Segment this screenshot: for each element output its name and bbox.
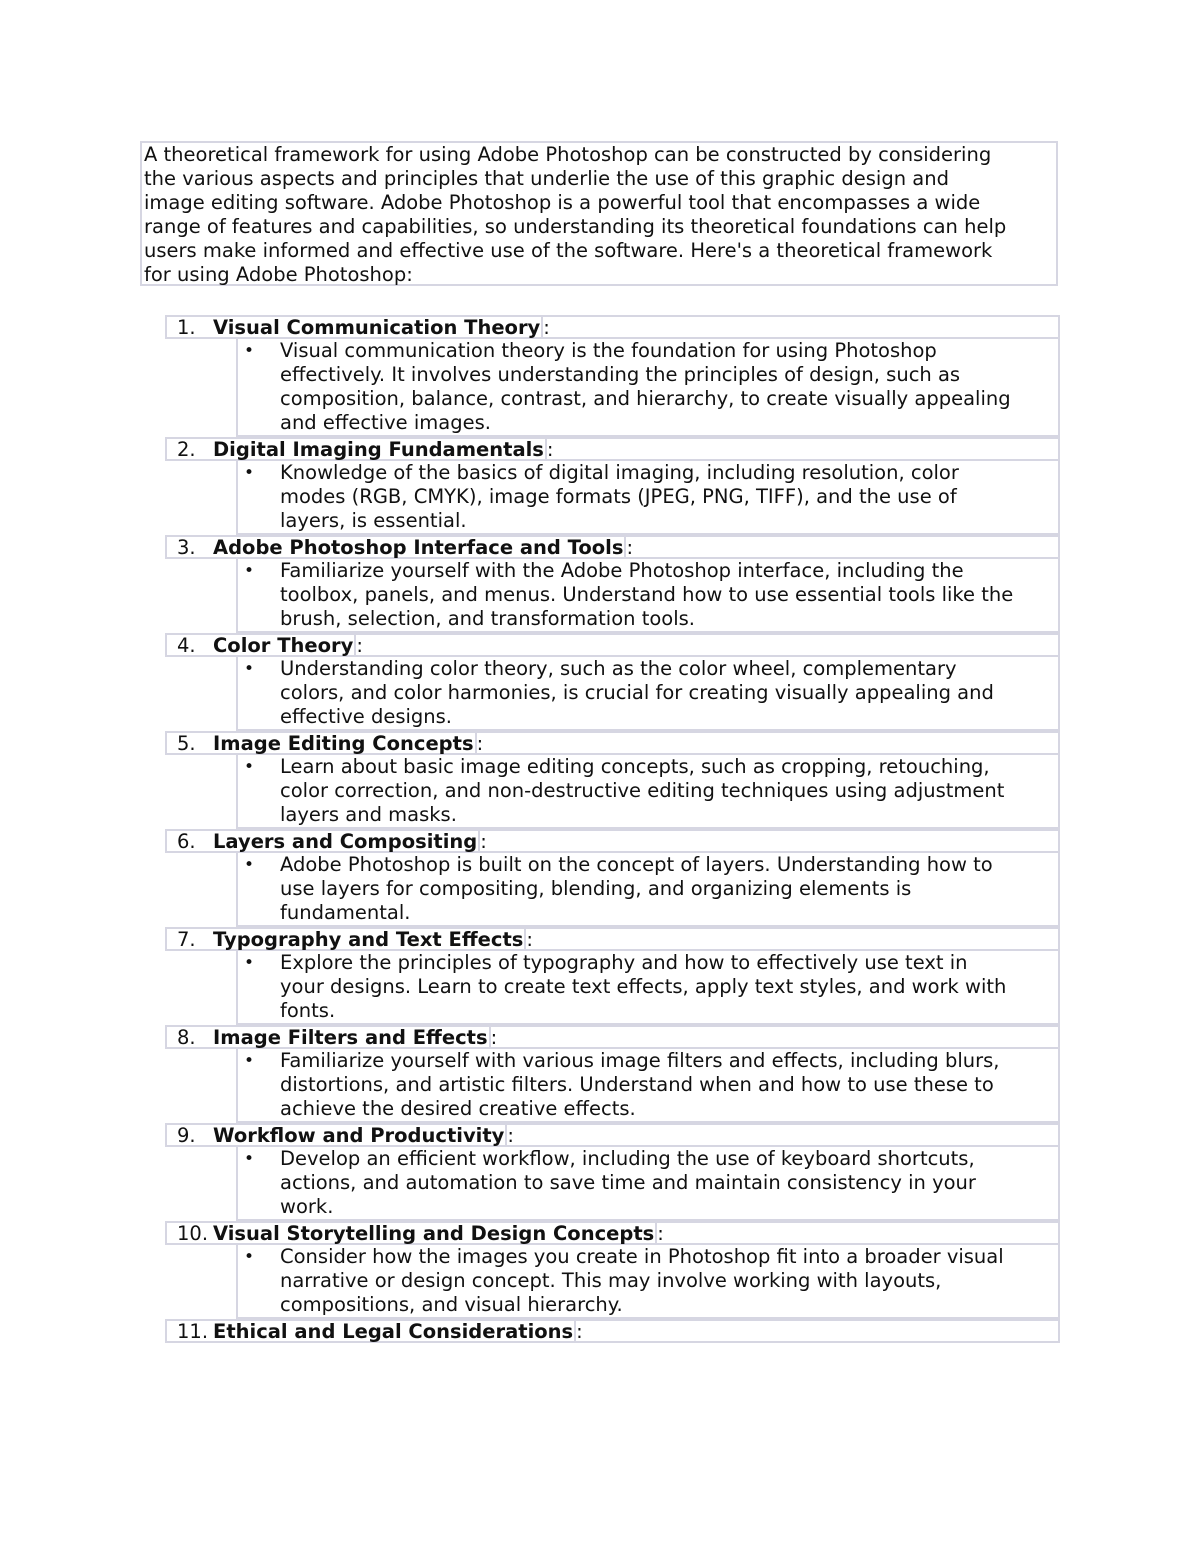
list-item-title (213, 831, 487, 853)
list-item-heading (165, 1025, 1060, 1049)
list-number: 2. (177, 438, 196, 461)
bullet-icon: • (244, 561, 255, 581)
list-item-bullet (236, 755, 1060, 829)
list-number: 7. (177, 928, 196, 951)
list-item-heading (165, 437, 1060, 461)
list-item-bullet (236, 559, 1060, 633)
list-item-title-colon: : (480, 830, 487, 853)
list-item-heading (165, 1319, 1060, 1343)
list-item-heading (165, 927, 1060, 951)
list-item-bullet (236, 461, 1060, 535)
list-item-title-text: Image Editing Concepts (213, 732, 477, 755)
list-item-bullet (236, 951, 1060, 1025)
list-item-title-colon: : (543, 316, 550, 339)
list-item-title (213, 1223, 664, 1245)
list-item-title (213, 439, 553, 461)
bullet-icon: • (244, 463, 255, 483)
bullet-icon: • (244, 341, 255, 361)
bullet-text: Knowledge of the basics of digital imaging, including resolution, color modes (RGB, CMYK), image formats (JPEG, PNG, TIFF), and the use of layers, is essential. (280, 461, 959, 532)
list-item-title (213, 635, 363, 657)
list-item-title-colon: : (626, 536, 634, 559)
list-item-heading (165, 1221, 1060, 1245)
list-item-title-text: Digital Imaging Fundamentals (213, 438, 547, 461)
list-item-title (213, 1321, 583, 1343)
list-number: 6. (177, 830, 196, 853)
list-item-title (213, 317, 550, 339)
list-item-title-text: Workflow and Productivity (213, 1124, 507, 1147)
list-item-title-colon: : (576, 1320, 583, 1343)
list-item-bullet (236, 1147, 1060, 1221)
list-item-title-text: Typography and Text Effects (213, 928, 526, 951)
list-item-bullet (236, 339, 1060, 437)
bullet-text: Consider how the images you create in Photoshop fit into a broader visual narrative or design concept. This may involve working with layouts, compositions, and visual hierarchy. (280, 1245, 1004, 1316)
bullet-text: Understanding color theory, such as the color wheel, complementary colors, and color harmonies, is crucial for creating visually appealing and effective designs. (280, 657, 994, 728)
bullet-icon: • (244, 1051, 255, 1071)
list-number: 8. (177, 1026, 196, 1049)
list-item-title-colon: : (476, 732, 484, 755)
list-item-heading (165, 633, 1060, 657)
bullet-icon: • (244, 953, 255, 973)
bullet-icon: • (244, 757, 255, 777)
bullet-text: Learn about basic image editing concepts, such as cropping, retouching, color correction, and non-destructive editing techniques using adjustment layers and masks. (280, 755, 1005, 826)
list-number: 3. (177, 536, 196, 559)
list-item-heading (165, 731, 1060, 755)
bullet-text: Familiarize yourself with the Adobe Photoshop interface, including the toolbox, panels, and menus. Understand how to use essential tools like the brush, selection, and transformation tools. (280, 559, 1014, 630)
list-item-title (213, 537, 633, 559)
list-item-title-text: Ethical and Legal Considerations (213, 1320, 576, 1343)
list-item-title-text: Image Filters and Effects (213, 1026, 491, 1049)
list-item-bullet (236, 1245, 1060, 1319)
bullet-text: Develop an efficient workflow, including the use of keyboard shortcuts, actions, and automation to save time and maintain consistency in your work. (280, 1147, 976, 1218)
list-item-title (213, 929, 533, 951)
list-item-title-colon: : (507, 1124, 514, 1147)
list-number: 4. (177, 634, 196, 657)
list-item-title-text: Visual Communication Theory (213, 316, 543, 339)
list-item-heading (165, 535, 1060, 559)
bullet-text: Explore the principles of typography and how to effectively use text in your designs. Learn to create text effects, apply text styles, and work with fonts. (280, 951, 1007, 1022)
bullet-icon: • (244, 1247, 255, 1267)
bullet-icon: • (244, 1149, 255, 1169)
list-item-title-colon: : (356, 634, 363, 657)
list-item-title-colon: : (490, 1026, 498, 1049)
list-item-title-text: Layers and Compositing (213, 830, 480, 853)
list-item-title-text: Visual Storytelling and Design Concepts (213, 1222, 657, 1245)
bullet-text: Adobe Photoshop is built on the concept of layers. Understanding how to use layers for compositing, blending, and organizing elements is fundamental. (280, 853, 993, 924)
list-item-title (213, 733, 483, 755)
list-number: 10. (177, 1222, 209, 1245)
list-number: 5. (177, 732, 196, 755)
list-item-heading (165, 1123, 1060, 1147)
list-item-title-colon: : (546, 438, 554, 461)
list-item-title-text: Adobe Photoshop Interface and Tools (213, 536, 626, 559)
list-item-heading (165, 829, 1060, 853)
list-number: 9. (177, 1124, 196, 1147)
list-item-bullet (236, 1049, 1060, 1123)
bullet-text: Visual communication theory is the foundation for using Photoshop effectively. It involves understanding the principles of design, such as composition, balance, contrast, and hierarchy, to create visually appealing and effective images. (280, 339, 1011, 434)
intro-paragraph: A theoretical framework for using Adobe Photoshop can be constructed by considering the various aspects and principles that underlie the use of this graphic design and image editing software. Adobe Photoshop is a powerful tool that encompasses a wide range of features and capabilities, so understanding its theoretical foundations can help users make informed and effective use of the software. Here's a theoretical framework for using Adobe Photoshop: (140, 141, 1058, 286)
list-number: 11. (177, 1320, 209, 1343)
list-item-heading (165, 315, 1060, 339)
bullet-icon: • (244, 659, 255, 679)
list-number: 1. (177, 316, 196, 339)
list-item-title (213, 1125, 514, 1147)
bullet-text: Familiarize yourself with various image filters and effects, including blurs, distortions, and artistic filters. Understand when and how to use these to achieve the desired creative effects. (280, 1049, 1000, 1120)
list-item-bullet (236, 657, 1060, 731)
list-item-title (213, 1027, 497, 1049)
list-item-title-text: Color Theory (213, 634, 356, 657)
framework-list (165, 315, 1060, 1343)
list-item-title-colon: : (526, 928, 533, 951)
list-item-bullet (236, 853, 1060, 927)
list-item-title-colon: : (657, 1222, 664, 1245)
bullet-icon: • (244, 855, 255, 875)
